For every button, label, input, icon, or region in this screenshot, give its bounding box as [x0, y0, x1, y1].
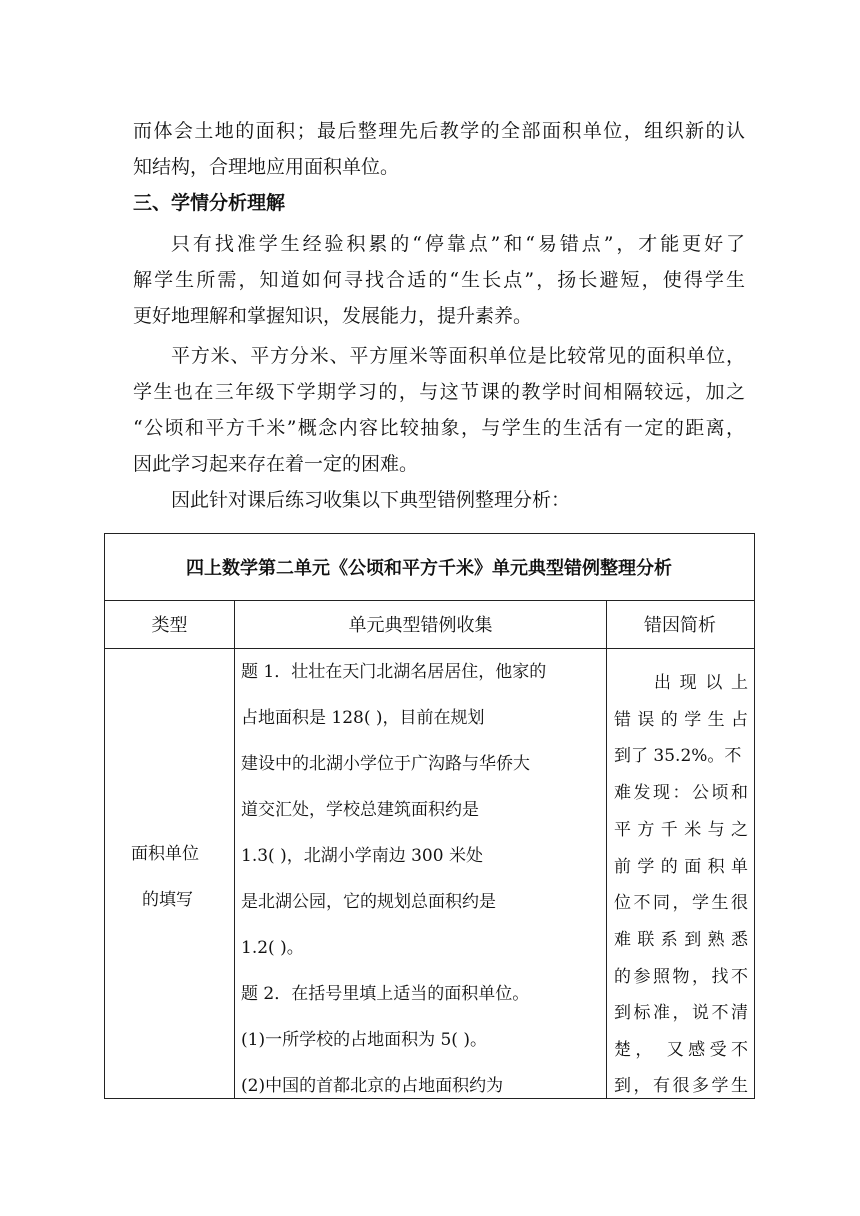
example-line: 道交汇处，学校总建筑面积约是 [241, 800, 479, 820]
analysis-line: 前学的面积单 [614, 857, 748, 877]
example-line: 1.2( )。 [241, 938, 304, 958]
paragraph1-line-2: 解学生所需，知道如何寻找合适的“生长点”，扬长避短，使得学生 [133, 269, 745, 291]
header-analysis: 错因简析 [644, 615, 716, 636]
type-label-line-1: 面积单位 [131, 844, 199, 864]
example-line: 是北湖公园，它的规划总面积约是 [241, 892, 496, 912]
example-line: 占地面积是 128( )，目前在规划 [241, 708, 485, 728]
example-line: 题 2．在括号里填上适当的面积单位。 [241, 984, 530, 1004]
analysis-line: 到，有很多学生 [614, 1076, 748, 1096]
paragraph2-line-2: 学生也在三年级下学期学习的，与这节课的教学时间相隔较远，加之 [133, 381, 745, 403]
paragraph2-line-3: “公顷和平方千米”概念内容比较抽象，与学生的生活有一定的距离， [133, 417, 745, 439]
header-type: 类型 [151, 615, 188, 636]
paragraph2-line-4: 因此学习起来存在着一定的困难。 [133, 453, 419, 475]
table-divider [234, 600, 235, 1098]
example-line: (2)中国的首都北京的占地面积约为 [241, 1076, 504, 1096]
analysis-line: 错误的学生占 [614, 710, 748, 730]
table-title: 四上数学第二单元《公顷和平方千米》单元典型错例整理分析 [186, 558, 672, 579]
example-line: 1.3( )，北湖小学南边 300 米处 [241, 846, 483, 866]
analysis-line: 的参照物，找不 [614, 967, 748, 987]
analysis-line: 位不同，学生很 [614, 893, 748, 913]
paragraph1-line-1: 只有找准学生经验积累的“停靠点”和“易错点”，才能更好了 [171, 233, 745, 255]
example-line: 建设中的北湖小学位于广沟路与华侨大 [241, 754, 530, 774]
table-divider [105, 648, 754, 649]
example-line: (1)一所学校的占地面积为 5( )。 [241, 1030, 487, 1050]
example-line: 题 1．壮壮在天门北湖名居居住，他家的 [241, 662, 547, 682]
analysis-line: 出 现 以 上 [654, 673, 748, 693]
body-line-2: 知结构，合理地应用面积单位。 [133, 156, 400, 178]
analysis-line: 到了 35.2%。不 [614, 746, 742, 766]
paragraph1-line-3: 更好地理解和掌握知识，发展能力，提升素养。 [133, 305, 533, 327]
section-heading: 三、学情分析理解 [133, 192, 286, 214]
analysis-line: 平方千米与之 [614, 820, 748, 840]
analysis-line: 到标准，说不清 [614, 1003, 748, 1023]
analysis-line: 楚， 又感受不 [614, 1040, 748, 1060]
table-divider [606, 600, 607, 1098]
paragraph3-line: 因此针对课后练习收集以下典型错例整理分析： [171, 489, 571, 511]
header-examples: 单元典型错例收集 [348, 615, 493, 636]
analysis-line: 难联系到熟悉 [614, 930, 748, 950]
body-line-1: 而体会土地的面积；最后整理先后教学的全部面积单位，组织新的认 [133, 120, 745, 142]
analysis-line: 难发现：公顷和 [614, 783, 748, 803]
paragraph2-line-1: 平方米、平方分米、平方厘米等面积单位是比较常见的面积单位， [171, 345, 745, 367]
type-label-line-2: 的填写 [142, 890, 193, 910]
